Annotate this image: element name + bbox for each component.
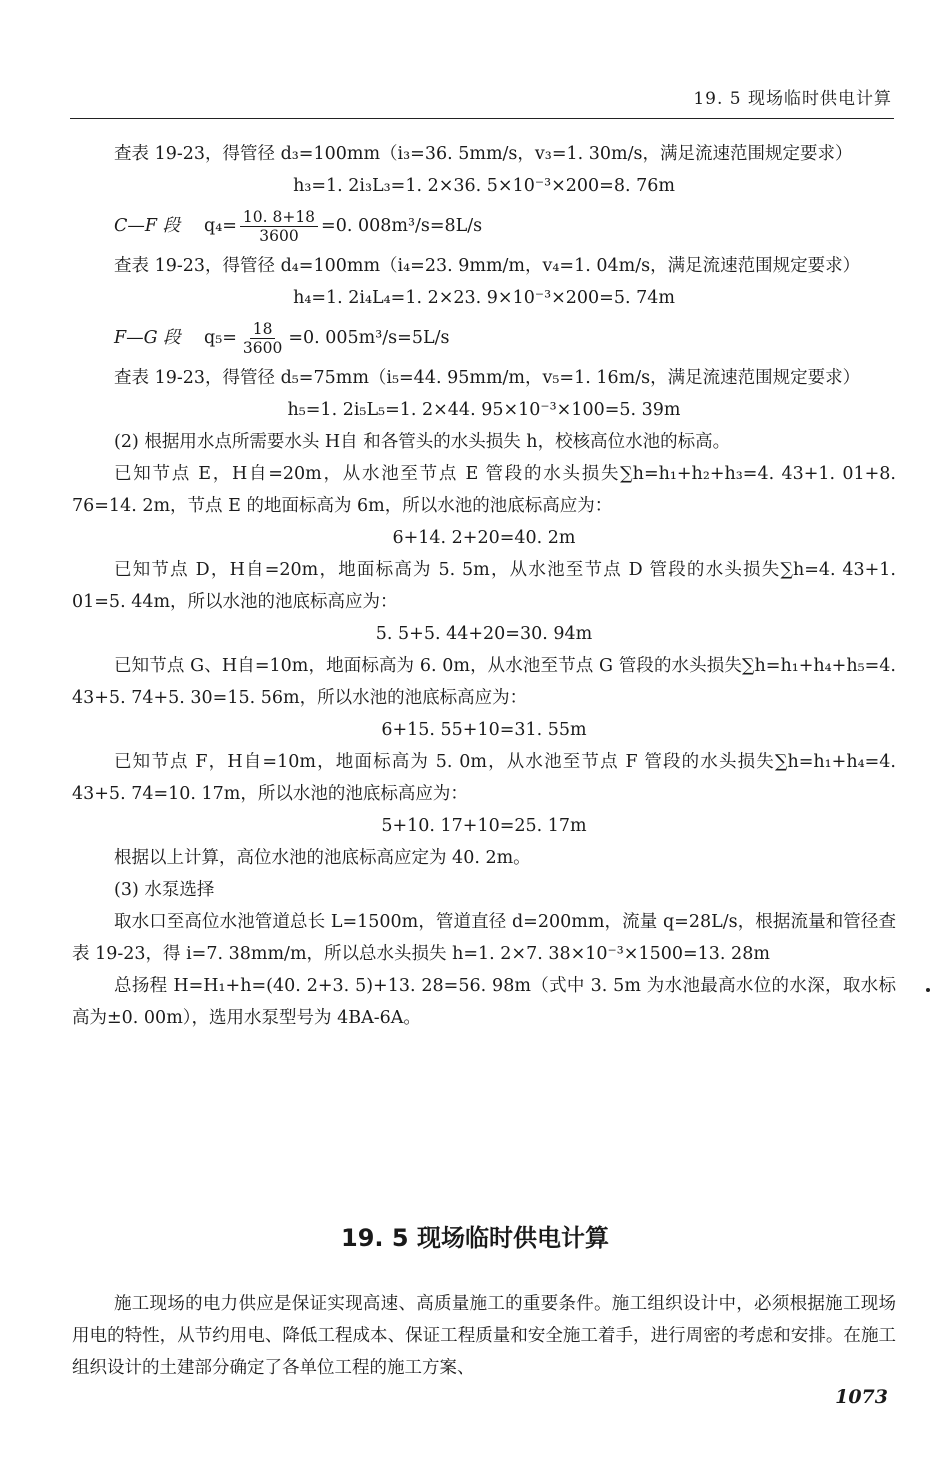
segment-cf-fraction <box>240 208 318 245</box>
paragraph-p8: 已知节点 F，H自=10m，地面标高为 5. 0m，从水池至节点 F 管段的水头损失∑h=h₁+h₄=4. 43+5. 74=10. 17m，所以水池的池底标高应为： <box>72 752 896 804</box>
paragraph-p10: (3) 水泵选择 <box>114 880 215 900</box>
fraction-numerator: 18 <box>250 320 276 339</box>
paragraph-p5: 已知节点 E，H自=20m，从水池至节点 E 管段的水头损失∑h=h₁+h₂+h₃=4. 43+1. 01+8. 76=14. 2m，节点 E 的地面标高为 6m，所以水池的池底标高应为： <box>72 464 896 516</box>
segment-cf-flow <box>72 202 896 250</box>
running-title: 19. 5 现场临时供电计算 <box>693 89 892 109</box>
paragraph-p12: 总扬程 H=H₁+h=(40. 2+3. 5)+13. 28=56. 98m（式中 3. 5m 为水池最高水位的水深，取水标高为±0. 00m），选用水泵型号为 4BA-6A。 <box>72 976 896 1028</box>
segment-cf-rhs: =0. 008m³/s=8L/s <box>321 216 483 236</box>
paragraph-p1: 查表 19-23，得管径 d₃=100mm（i₃=36. 5mm/s，v₃=1. 30m/s，满足流速范围规定要求） <box>114 144 853 164</box>
segment-fg-flow <box>72 314 896 362</box>
scan-speck <box>926 988 930 992</box>
page-body <box>72 138 896 1034</box>
equation-e: 6+14. 2+20=40. 2m <box>392 528 576 548</box>
section-body <box>72 1288 896 1384</box>
paragraph-p3: 查表 19-23，得管径 d₅=75mm（i₅=44. 95mm/m，v₅=1. 16m/s，满足流速范围规定要求） <box>114 368 861 388</box>
paragraph-p11: 取水口至高位水池管道总长 L=1500m，管道直径 d=200mm，流量 q=28L/s，根据流量和管径查表 19-23，得 i=7. 38mm/m，所以总水头损失 h=1. 2×7. 38×10⁻³×1500=13. 28m <box>72 912 896 964</box>
equation-g: 6+15. 55+10=31. 55m <box>381 720 587 740</box>
equation-h5: h₅=1. 2i₅L₅=1. 2×44. 95×10⁻³×100=5. 39m <box>287 400 681 420</box>
running-header <box>70 82 894 119</box>
segment-fg-fraction <box>240 320 285 357</box>
paragraph-p4: (2) 根据用水点所需要水头 H自 和各管头的水头损失 h，校核高位水池的标高。 <box>114 432 731 452</box>
fraction-numerator: 10. 8+18 <box>240 208 318 227</box>
paragraph-p2: 查表 19-23，得管径 d₄=100mm（i₄=23. 9mm/m，v₄=1. 04m/s，满足流速范围规定要求） <box>114 256 861 276</box>
equation-h3: h₃=1. 2i₃L₃=1. 2×36. 5×10⁻³×200=8. 76m <box>293 176 675 196</box>
equation-f: 5+10. 17+10=25. 17m <box>381 816 587 836</box>
equation-d: 5. 5+5. 44+20=30. 94m <box>375 624 593 644</box>
paragraph-p7: 已知节点 G、H自=10m，地面标高为 6. 0m，从水池至节点 G 管段的水头损失∑h=h₁+h₄+h₅=4. 43+5. 74+5. 30=15. 56m，所以水池的池底标高应为： <box>72 656 896 708</box>
page-number: 1073 <box>835 1386 888 1408</box>
section-title: 19. 5 现场临时供电计算 <box>341 1224 609 1252</box>
equation-h4: h₄=1. 2i₄L₄=1. 2×23. 9×10⁻³×200=5. 74m <box>293 288 675 308</box>
segment-cf-label: C—F 段 <box>114 216 181 236</box>
segment-fg-rhs: =0. 005m³/s=5L/s <box>288 328 450 348</box>
segment-fg-label: F—G 段 <box>114 328 181 348</box>
fraction-denominator: 3600 <box>259 226 299 245</box>
section-intro: 施工现场的电力供应是保证实现高速、高质量施工的重要条件。施工组织设计中，必须根据施工现场用电的特性，从节约用电、降低工程成本、保证工程质量和安全施工着手，进行周密的考虑和安排。在施工组织设计的土建部分确定了各单位工程的施工方案、 <box>72 1294 896 1378</box>
paragraph-p9: 根据以上计算，高位水池的池底标高应定为 40. 2m。 <box>114 848 531 868</box>
fraction-denominator: 3600 <box>242 338 283 357</box>
segment-fg-lhs: q₅= <box>204 328 237 348</box>
paragraph-p6: 已知节点 D，H自=20m，地面标高为 5. 5m，从水池至节点 D 管段的水头损失∑h=4. 43+1. 01=5. 44m，所以水池的池底标高应为： <box>72 560 896 612</box>
segment-cf-lhs: q₄= <box>204 216 237 236</box>
